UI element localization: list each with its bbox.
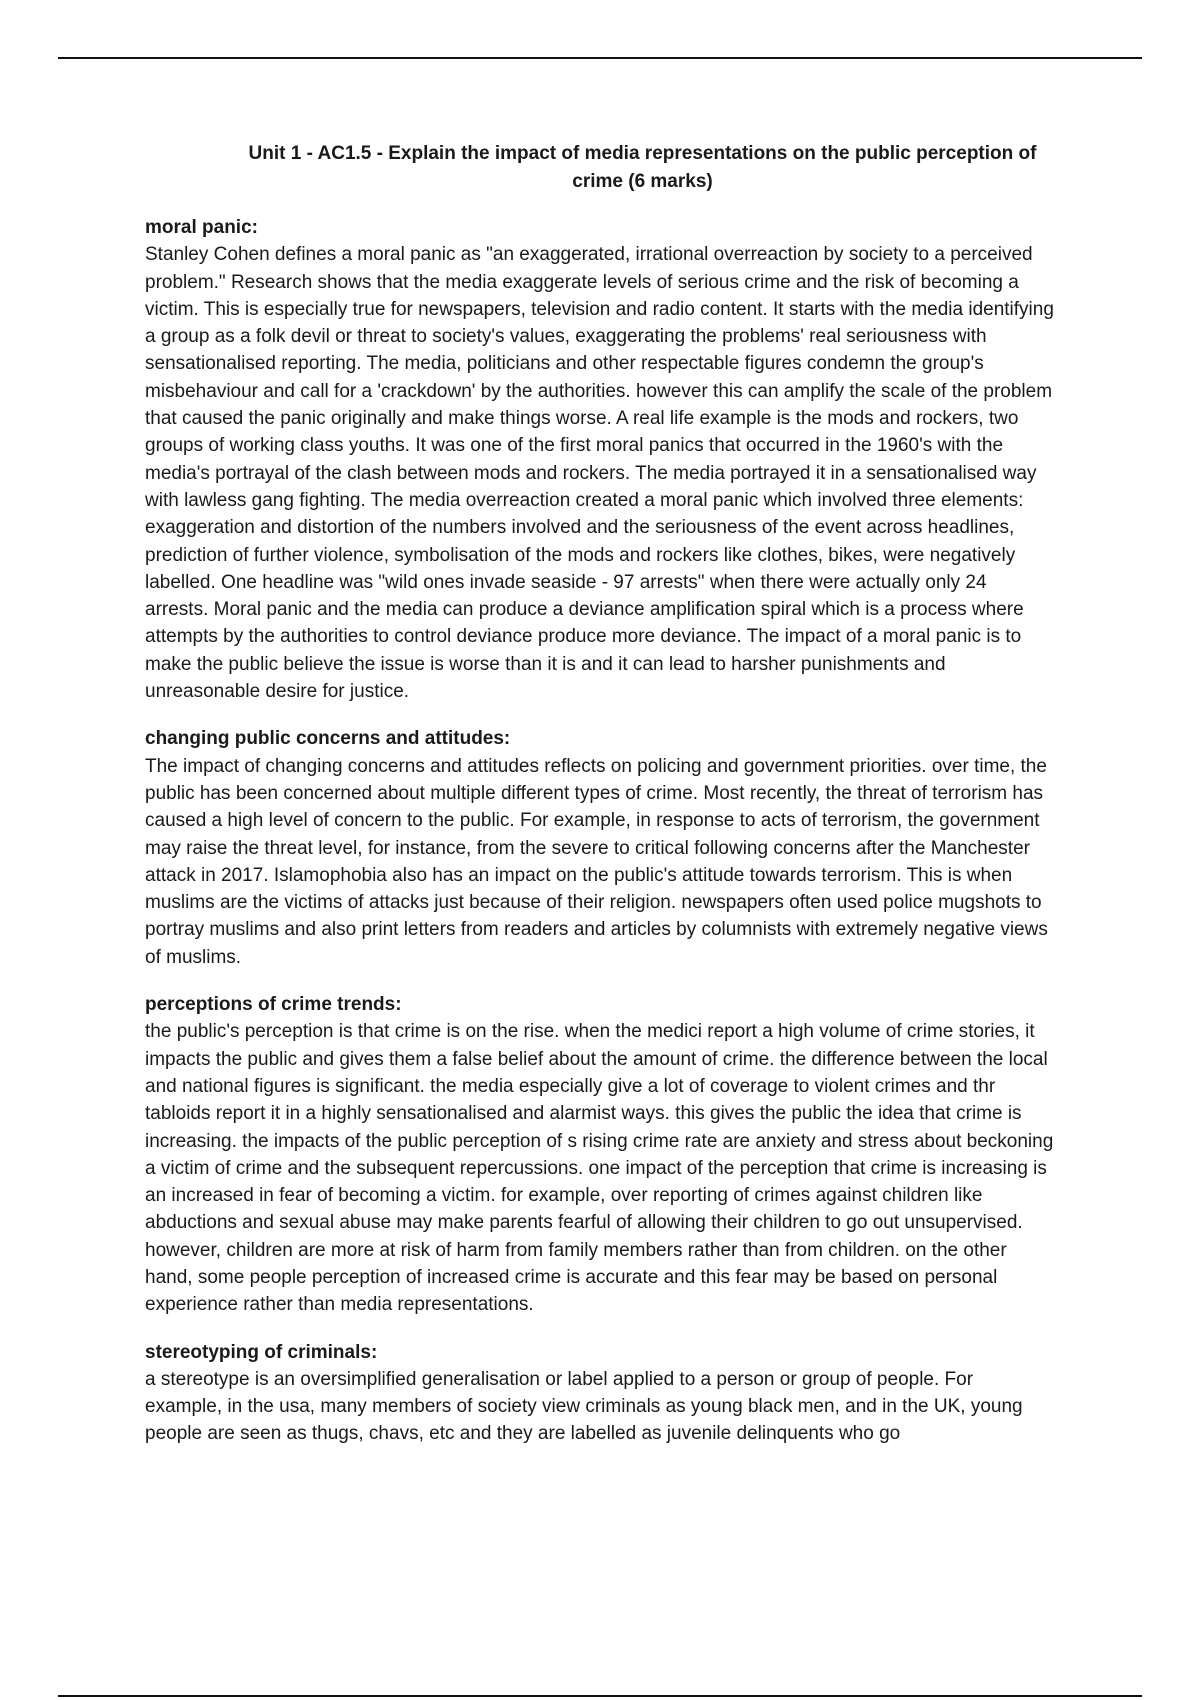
section-stereotyping-of-criminals [145,1339,1055,1448]
section-heading: perceptions of crime trends: [145,994,402,1016]
section-moral-panic [145,214,1055,705]
page-bottom-rule [58,1695,1142,1697]
document-title: Unit 1 - AC1.5 - Explain the impact of media representations on the public perception of crime (6 marks) [248,143,1037,192]
section-heading: stereotyping of criminals: [145,1341,378,1363]
section-heading: changing public concerns and attitudes: [145,728,511,750]
section-heading: moral panic: [145,217,258,238]
section-paragraph: Stanley Cohen defines a moral panic as "an exaggerated, irrational overreaction by society to a perceived problem." Research shows that the media exaggerate levels of serious crime and the risk of becoming a victim. This is especially true for newspapers, television and radio content. It starts with the media identifying a group as a folk devil or threat to society's values, exaggerating the problems' real seriousness with sensationalised reporting. The media, politicians and other respectable figures condemn the group's misbehaviour and call for a 'crackdown' by the authorities. however this can amplify the scale of the problem that caused the panic originally and make things worse. A real life example is the mods and rockers, two groups of working class youths. It was one of the first moral panics that occurred in the 1960's with the media's portrayal of the clash between mods and rockers. The media portrayed it in a sensationalised way with lawless gang fighting. The media overreaction created a moral panic which involved three elements: exaggeration and distortion of the numbers involved and the seriousness of the event across headlines, prediction of further violence, symbolisation of the mods and rockers like clothes, bikes, were negatively labelled. One headline was "wild ones invade seaside - 97 arrests" when there were actually only 24 arrests. Moral panic and the media can produce a deviance amplification spiral which is a process where attempts by the authorities to control deviance produce more deviance. The impact of a moral panic is to make the public believe the issue is worse than it is and it can lead to harsher punishments and unreasonable desire for justice. [145,244,1054,703]
section-paragraph: a stereotype is an oversimplified generalisation or label applied to a person or group of people. For example, in the usa, many members of society view criminals as young black men, and in the UK, young people are seen as thugs, chavs, etc and they are labelled as juvenile delinquents who go [145,1368,1023,1445]
section-changing-public-concerns [145,725,1055,971]
section-paragraph: the public's perception is that crime is on the rise. when the medici report a high volume of crime stories, it impacts the public and gives them a false belief about the amount of crime. the difference between the local and national figures is significant. the media especially give a lot of coverage to violent crimes and thr tabloids report it in a highly sensationalised and alarmist ways. this gives the public the idea that crime is increasing. the impacts of the public perception of s rising crime rate are anxiety and stress about beckoning a victim of crime and the subsequent repercussions. one impact of the perception that crime is increasing is an increased in fear of becoming a victim. for example, over reporting of crimes against children like abductions and sexual abuse may make parents fearful of allowing their children to go out unsupervised. however, children are more at risk of harm from family members rather than from children. on the other hand, some people perception of increased crime is accurate and this fear may be based on personal experience rather than media representations. [145,1021,1054,1316]
section-paragraph: The impact of changing concerns and attitudes reflects on policing and government priorities. over time, the public has been concerned about multiple different types of crime. Most recently, the threat of terrorism has caused a high level of concern to the public. For example, in response to acts of terrorism, the government may raise the threat level, for instance, from the severe to critical following concerns after the Manchester attack in 2017. Islamophobia also has an impact on the public's attitude towards terrorism. This is when muslims are the victims of attacks just because of their religion. newspapers often used police mugshots to portray muslims and also print letters from readers and articles by columnists with extremely negative views of muslims. [145,755,1048,968]
document-body [145,140,1055,1448]
page-top-rule [58,57,1142,59]
section-perceptions-of-crime-trends [145,991,1055,1319]
